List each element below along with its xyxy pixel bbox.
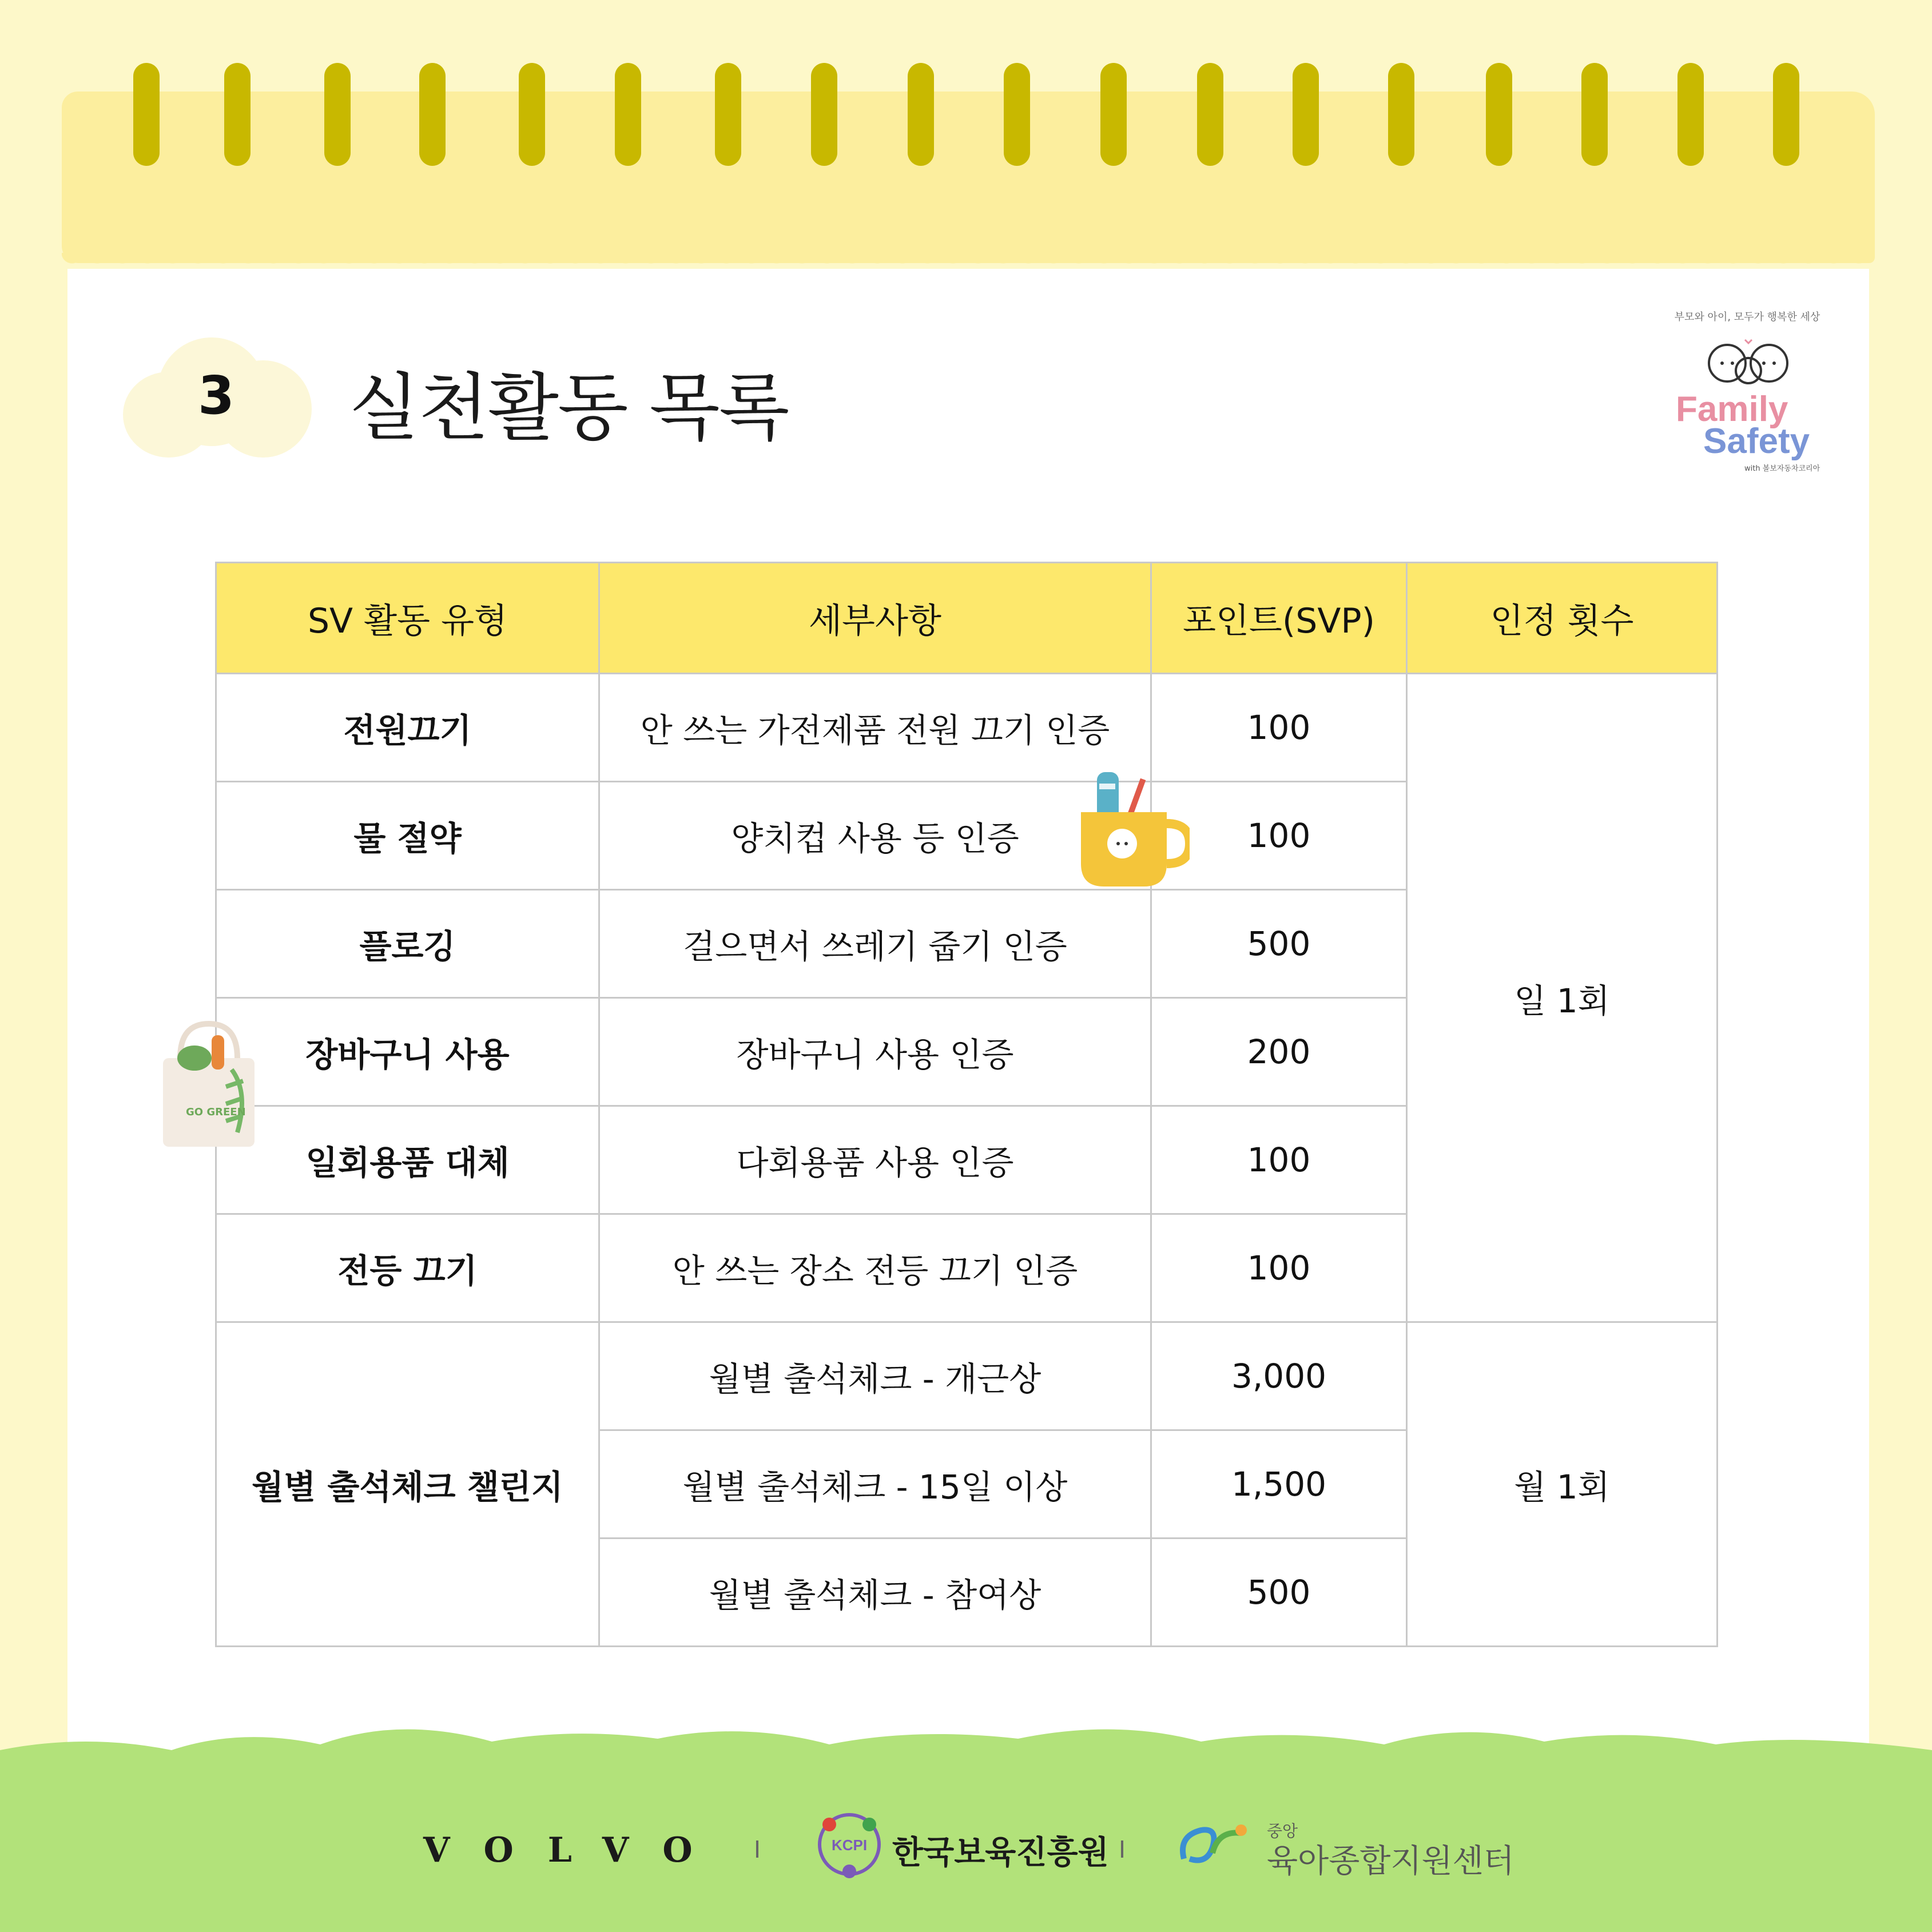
- header-detail: 세부사항: [599, 563, 1151, 674]
- center-name: 육아종합지원센터: [1267, 1843, 1514, 1880]
- monthly-frequency: 월 1회: [1407, 1322, 1718, 1647]
- activity-detail: 걸으면서 쓰레기 줍기 인증: [599, 890, 1151, 998]
- binder-ring: [1677, 63, 1704, 166]
- header-points: 포인트(SVP): [1151, 563, 1407, 674]
- activity-points: 100: [1151, 1106, 1407, 1214]
- binder-ring: [1293, 63, 1319, 166]
- binder-ring: [1581, 63, 1608, 166]
- binder-ring: [1100, 63, 1127, 166]
- activity-points: 100: [1151, 782, 1407, 890]
- activity-points: 100: [1151, 674, 1407, 782]
- activity-type: 물 절약: [216, 782, 599, 890]
- monthly-activity-type: 월별 출석체크 챌린지: [216, 1322, 599, 1647]
- kcpi-logo-icon: [812, 1807, 887, 1882]
- binder-ring: [224, 63, 251, 166]
- eco-bag-icon: [152, 1018, 266, 1150]
- binder-ring: [1773, 63, 1799, 166]
- activity-detail: 월별 출석체크 - 15일 이상: [599, 1430, 1151, 1539]
- activity-points: 200: [1151, 998, 1407, 1106]
- binder-ring: [615, 63, 641, 166]
- center-small-label: 중앙: [1267, 1822, 1298, 1840]
- footer-separator: [756, 1840, 758, 1858]
- binder-ring: [1486, 63, 1512, 166]
- activity-type: 전등 끄기: [216, 1214, 599, 1322]
- activity-detail: 월별 출석체크 - 개근상: [599, 1322, 1151, 1430]
- binder-ring: [324, 63, 351, 166]
- kcpi-name: 한국보육진흥원: [892, 1834, 1109, 1871]
- table-row: [216, 674, 1718, 782]
- activity-detail: 월별 출석체크 - 참여상: [599, 1539, 1151, 1647]
- activity-detail: 안 쓰는 장소 전등 끄기 인증: [599, 1214, 1151, 1322]
- kcpi-badge-text: KCPI: [831, 1836, 868, 1854]
- bag-text: GO GREEN: [186, 1106, 246, 1118]
- binder-ring: [419, 63, 446, 166]
- activity-detail: 장바구니 사용 인증: [599, 998, 1151, 1106]
- activity-table: [215, 562, 1718, 1647]
- binder-ring: [519, 63, 545, 166]
- logo-safety-text: Safety: [1703, 422, 1810, 461]
- binder-ring: [908, 63, 934, 166]
- table-row: [216, 1322, 1718, 1430]
- family-safety-logo: [1670, 309, 1824, 475]
- section-number: 3: [197, 365, 234, 426]
- footer-separator: [1121, 1840, 1123, 1858]
- activity-points: 1,500: [1151, 1430, 1407, 1539]
- binder-ring: [811, 63, 837, 166]
- activity-type: 플로깅: [216, 890, 599, 998]
- activity-points: 500: [1151, 890, 1407, 998]
- binder-ring: [1004, 63, 1030, 166]
- logo-tagline: 부모와 아이, 모두가 행복한 세상: [1674, 311, 1820, 323]
- binder-ring: [1388, 63, 1414, 166]
- activity-points: 500: [1151, 1539, 1407, 1647]
- logo-family-text: Family: [1676, 389, 1788, 429]
- toothbrush-cup-icon: [1075, 772, 1190, 887]
- binder-ring: [133, 63, 160, 166]
- activity-detail: 안 쓰는 가전제품 전원 끄기 인증: [599, 674, 1151, 782]
- activity-detail: 다회용품 사용 인증: [599, 1106, 1151, 1214]
- family-faces-icon: [1702, 332, 1793, 389]
- page-title: 실천활동 목록: [349, 365, 789, 451]
- activity-points: 3,000: [1151, 1322, 1407, 1430]
- header-frequency: 인정 횟수: [1407, 563, 1718, 674]
- activity-type: 일회용품 대체: [216, 1106, 599, 1214]
- header-type: SV 활동 유형: [216, 563, 599, 674]
- daily-frequency: 일 1회: [1407, 674, 1718, 1322]
- table-header-row: [216, 563, 1718, 674]
- binder-ring: [715, 63, 741, 166]
- volvo-logo: VOLVO: [423, 1830, 727, 1870]
- activity-points: 100: [1151, 1214, 1407, 1322]
- activity-detail: 양치컵 사용 등 인증: [599, 782, 1151, 890]
- childcare-center-logo-icon: [1172, 1813, 1258, 1876]
- logo-with-text: with 볼보자동차코리아: [1744, 464, 1820, 473]
- activity-type: 전원끄기: [216, 674, 599, 782]
- binder-ring: [1197, 63, 1223, 166]
- activity-type: 장바구니 사용: [216, 998, 599, 1106]
